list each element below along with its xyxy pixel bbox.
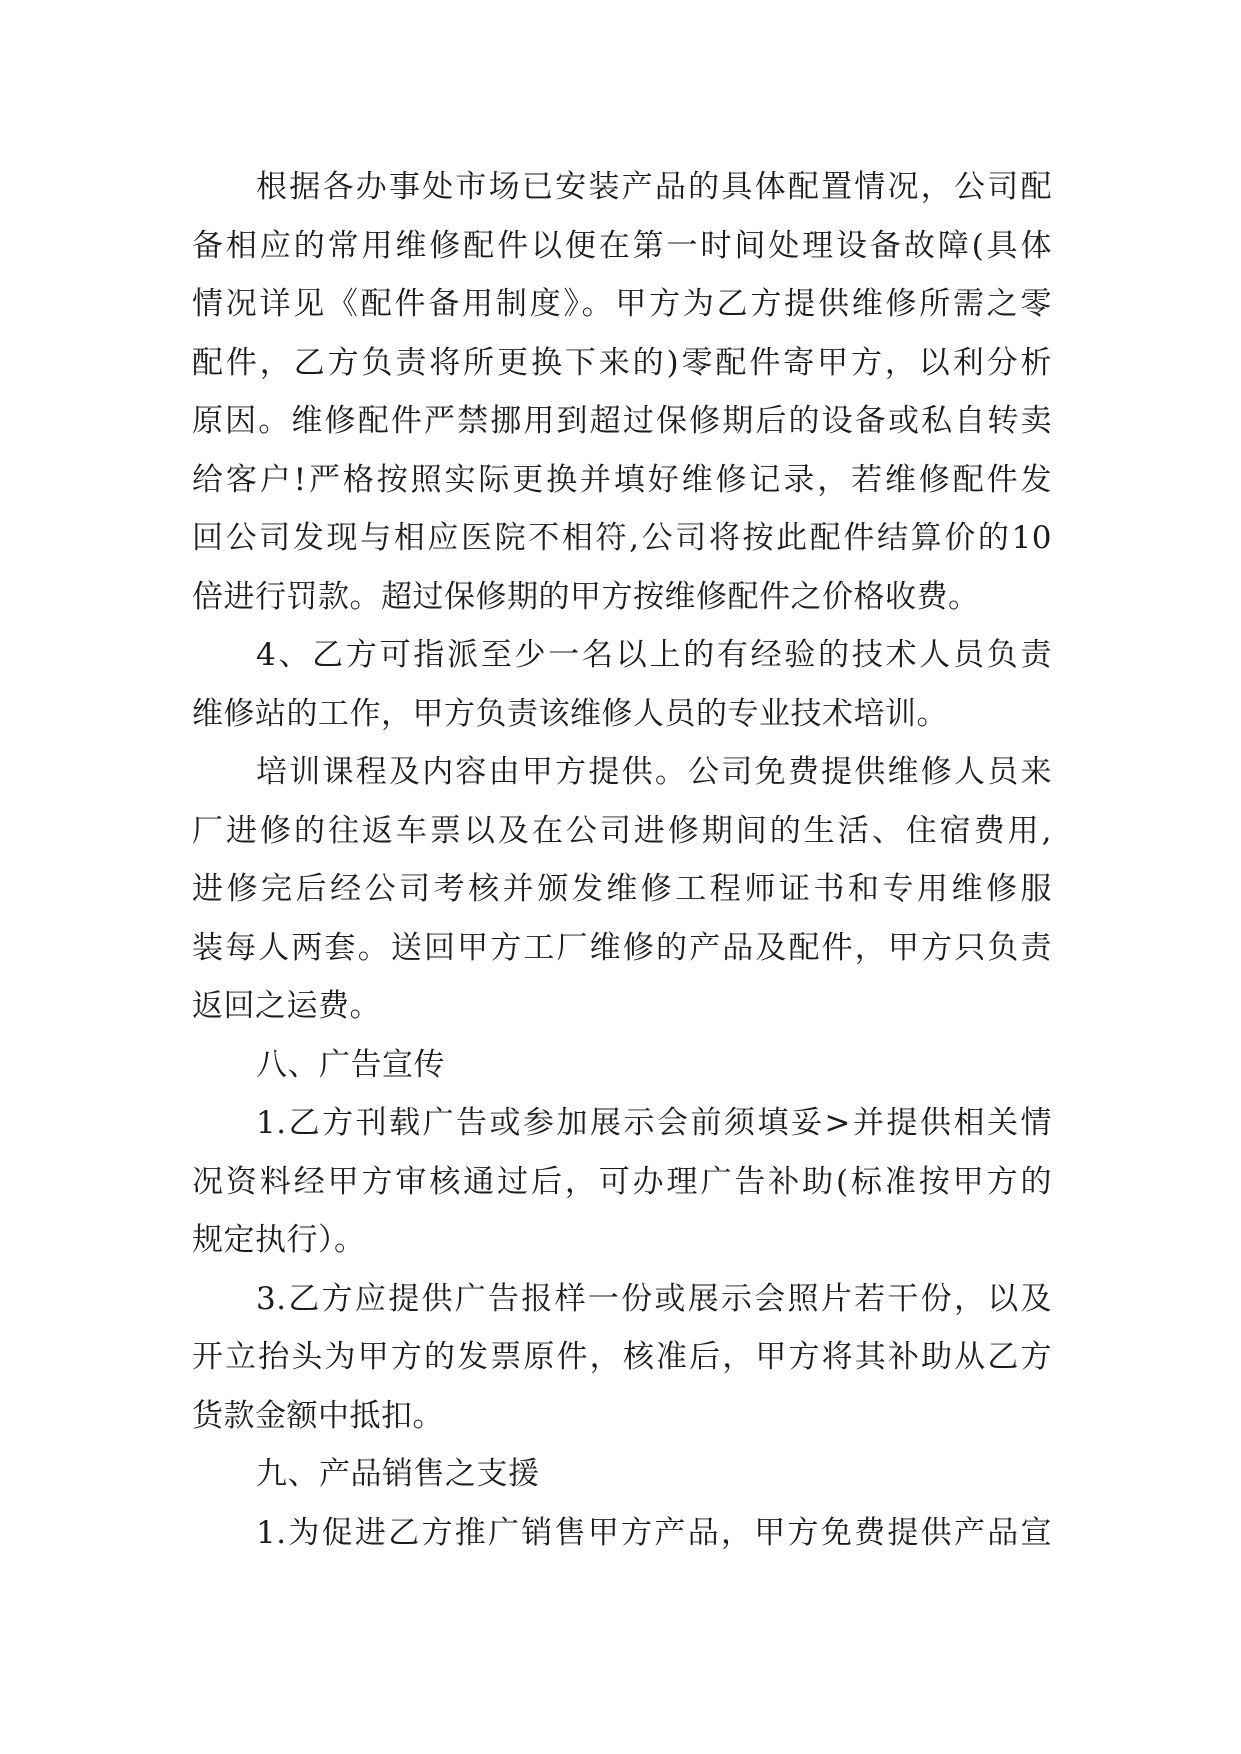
text-line: 开立抬头为甲方的发票原件，核准后，甲方将其补助从乙方 [192, 1339, 1052, 1375]
text-line: 厂进修的往返车票以及在公司进修期间的生活、住宿费用, [192, 812, 1052, 849]
text-line: 情况详见《配件备用制度》。甲方为乙方提供维修所需之零 [192, 286, 1052, 322]
text-line: 3.乙方应提供广告报样一份或展示会照片若干份，以及 [256, 1280, 1052, 1317]
text-line: 装每人两套。送回甲方工厂维修的产品及配件，甲方只负责 [192, 929, 1052, 966]
text-line: 原因。维修配件严禁挪用到超过保修期后的设备或私自转卖 [192, 403, 1052, 439]
text-line: 培训课程及内容由甲方提供。公司免费提供维修人员来 [256, 754, 1052, 790]
text-line: 倍进行罚款。超过保修期的甲方按维修配件之价格收费。 [192, 578, 980, 615]
text-line: 规定执行）。 [192, 1222, 366, 1258]
text-line: 况资料经甲方审核通过后，可办理广告补助(标准按甲方的 [192, 1163, 1052, 1200]
section-heading: 九、产品销售之支援 [256, 1456, 540, 1492]
document-body [192, 158, 1052, 1562]
text-line: 1.乙方刊载广告或参加展示会前须填妥>并提供相关情 [256, 1105, 1052, 1141]
section-heading: 八、广告宣传 [256, 1046, 445, 1083]
text-line: 返回之运费。 [192, 988, 381, 1024]
text-line: 备相应的常用维修配件以便在第一时间处理设备故障(具体 [192, 227, 1052, 264]
text-line: 1.为促进乙方推广销售甲方产品，甲方免费提供产品宣 [256, 1514, 1052, 1551]
text-line: 给客户!严格按照实际更换并填好维修记录，若维修配件发 [192, 461, 1052, 498]
text-line: 回公司发现与相应医院不相符,公司将按此配件结算价的10 [192, 520, 1052, 556]
text-line: 根据各办事处市场已安装产品的具体配置情况，公司配 [256, 169, 1052, 205]
text-line: 4、乙方可指派至少一名以上的有经验的技术人员负责 [256, 637, 1052, 673]
text-line: 维修站的工作，甲方负责该维修人员的专业技术培训。 [192, 695, 948, 732]
text-line: 配件，乙方负责将所更换下来的)零配件寄甲方，以利分析 [192, 344, 1052, 381]
text-line: 货款金额中抵扣。 [192, 1397, 444, 1434]
text-line: 进修完后经公司考核并颁发维修工程师证书和专用维修服 [192, 871, 1052, 907]
